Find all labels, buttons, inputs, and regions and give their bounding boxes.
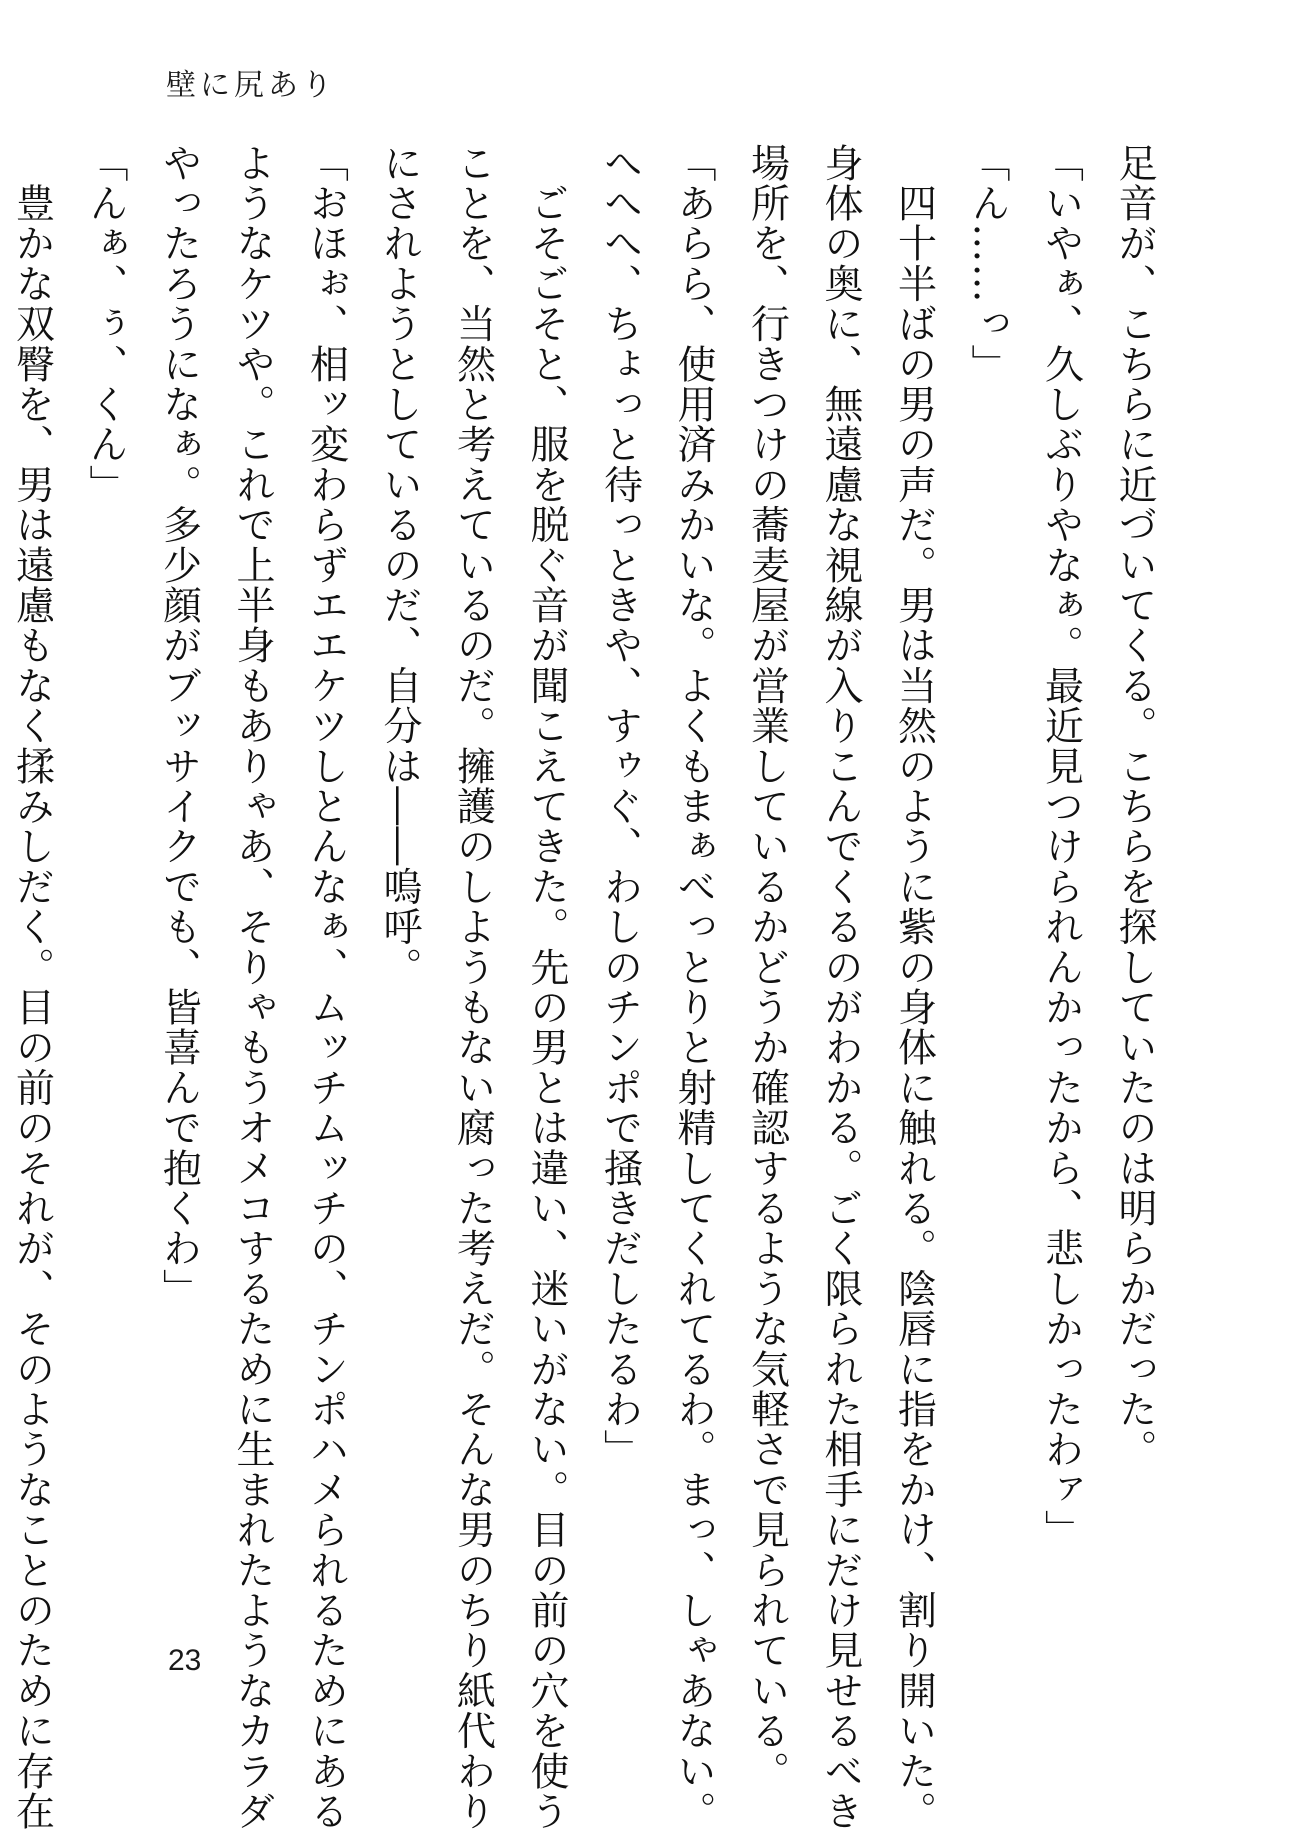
text-line: 場所を、行きつけの蕎麦屋が営業しているかどうか確認するような気軽さで見られている。	[744, 143, 790, 1792]
text-line: ごそごそと、服を脱ぐ音が聞こえてきた。先の男とは違い、迷いがない。目の前の穴を使う	[524, 143, 569, 1831]
text-line: 四十半ばの男の声だ。男は当然のように紫の身体に触れる。陰唇に指をかけ、割り開いた。	[891, 143, 937, 1831]
text-line: 「おほぉ、相ッ変わらずエエケツしとんなぁ、ムッチムッチの、チンポハメられるためにある	[303, 143, 349, 1831]
text-line: 「ん……っ」	[965, 143, 1010, 385]
text-line: ようなケツや。これで上半身もありゃあ、そりゃもうオメコするために生まれたようなカラダ	[230, 143, 275, 1831]
text-line: やったろうになぁ。多少顔がブッサイクでも、皆喜んで抱くわ」	[156, 143, 202, 1309]
text-line: にされようとしているのだ、自分は――嗚呼。	[377, 143, 422, 988]
running-header: 壁に尻あり	[166, 68, 336, 103]
text-line: へへへ、ちょっと待っときや、すゥぐ、わしのチンポで掻きだしたるわ」	[597, 143, 643, 1470]
page-number: 23	[168, 1644, 202, 1677]
text-line: 足音が、こちらに近づいてくる。こちらを探していたのは明らかだった。	[1112, 143, 1157, 1470]
text-line: 「いやぁ、久しぶりやなぁ。最近見つけられんかったから、悲しかったわァ」	[1038, 143, 1084, 1550]
text-line: ことを、当然と考えているのだ。擁護のしようもない腐った考えだ。そんな男のちり紙代わり	[450, 143, 496, 1831]
text-line: 身体の奥に、無遠慮な視線が入りこんでくるのがわかる。ごく限られた相手にだけ見せるべき	[818, 143, 863, 1831]
text-line: 豊かな双臀を、男は遠慮もなく揉みしだく。目の前のそれが、そのようなことのために存在	[9, 143, 55, 1831]
text-line: 「あらら、使用済みかいな。よくもまぁべっとりと射精してくれてるわ。まっ、しゃあない。	[671, 143, 716, 1831]
text-line: 「んぁ、ぅ、くん」	[83, 143, 128, 505]
